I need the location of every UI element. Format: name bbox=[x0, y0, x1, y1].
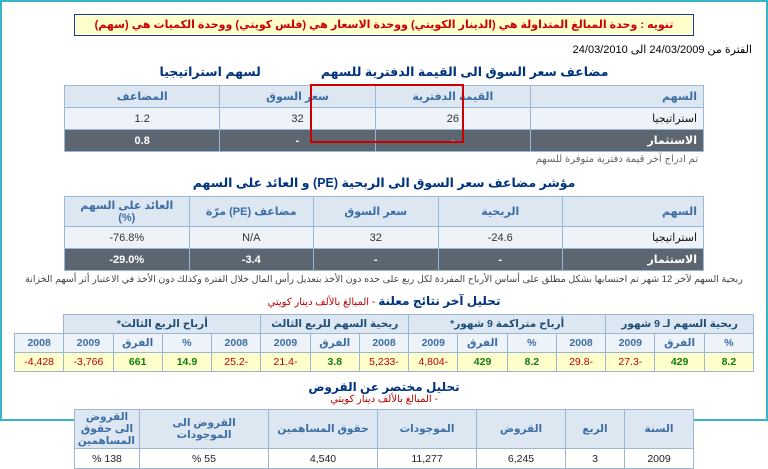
val-eps9m-2008: -29.8 bbox=[556, 353, 605, 372]
cell-year: 2009 bbox=[625, 449, 694, 469]
loans-table bbox=[74, 409, 694, 469]
col-assets: الموجودات bbox=[378, 410, 477, 449]
table-row bbox=[65, 130, 704, 152]
values-row bbox=[15, 353, 754, 372]
val-epsq3-diff: 3.8 bbox=[310, 353, 359, 372]
cell-market-price: 32 bbox=[314, 227, 439, 249]
sub-pq3-diff: الفرق bbox=[113, 334, 162, 353]
val-eps9m-diff: 429 bbox=[655, 353, 704, 372]
cell-share-name: استراتيجيا bbox=[531, 108, 704, 130]
table-row bbox=[65, 227, 704, 249]
col-market-price: سعر السوق bbox=[220, 86, 375, 108]
table-row bbox=[75, 449, 694, 469]
section1-note: تم ادراج آخر قيمة دفترية متوفرة للسهم bbox=[535, 154, 698, 165]
section1-title-right: لسهم استراتيجيا bbox=[159, 65, 261, 79]
cell-yield: 29.0%- bbox=[65, 249, 190, 271]
val-epsq3-2009: -21.4 bbox=[261, 353, 310, 372]
period-label: الفترة من 24/03/2009 الى 24/03/2010 bbox=[572, 44, 752, 56]
cell-multiple: 0.8 bbox=[65, 130, 220, 152]
col-year: السنة bbox=[625, 410, 694, 449]
table-header-row bbox=[65, 197, 704, 227]
table-row bbox=[65, 108, 704, 130]
sub-epsq3-2009: 2009 bbox=[261, 334, 310, 353]
cell-loans-to-equity: 138 % bbox=[75, 449, 140, 469]
cell-market-price: - bbox=[220, 130, 375, 152]
col-loans: القروض bbox=[477, 410, 566, 449]
group-eps-9m: ربحية السهم لـ 9 شهور bbox=[606, 315, 754, 334]
cell-yield: 76.8%- bbox=[65, 227, 190, 249]
section1-title-left: مضاعف سعر السوق الى القيمة الدفترية للسهم bbox=[320, 65, 609, 79]
cell-multiple: 1.2 bbox=[65, 108, 220, 130]
cell-pe: N/A bbox=[189, 227, 314, 249]
sub-header-row bbox=[15, 334, 754, 353]
cell-eps: 24.6- bbox=[438, 227, 563, 249]
group-profit-9m: أرباح متراكمة 9 شهور* bbox=[409, 315, 606, 334]
sub-p9m-2009: 2009 bbox=[409, 334, 458, 353]
val-pq3-2009: 3,766- bbox=[64, 353, 113, 372]
section2-note: ربحية السهم لآخر 12 شهر تم احتسابها بشكل مطلق على أساس الأرباح المفردة لكل ربع على حده دون الأخذ بتعديل رأس المال خلال الفترة وكذلك دون الأخذ في الاعتبار أثر أسهم الخزانة bbox=[25, 274, 743, 285]
cell-quarter: 3 bbox=[566, 449, 625, 469]
val-p9m-pct: 8.2 bbox=[507, 353, 556, 372]
sub-p9m-2008: 2008 bbox=[556, 334, 605, 353]
section3-title: تحليل آخر نتائج معلنة bbox=[378, 294, 501, 308]
cell-share-name: الاستثمار bbox=[531, 130, 704, 152]
notice-banner: تنويه : وحدة المبالغ المتداولة هي (الدينار الكويتي) ووحدة الاسعار هي (فلس كويتي) ووحدة الكميات هي (سهم) bbox=[74, 14, 694, 36]
section4-subtitle: - المبالغ بالألف دينار كويتي bbox=[330, 394, 438, 405]
cell-loans-to-assets: 55 % bbox=[140, 449, 269, 469]
table-header-row bbox=[75, 410, 694, 449]
val-pq3-2008: 4,428- bbox=[15, 353, 64, 372]
cell-equity: 4,540 bbox=[269, 449, 378, 469]
section4-title: تحليل مختصر عن القروض bbox=[308, 380, 460, 394]
col-pe-multiple: مضاعف (PE) مرّة bbox=[189, 197, 314, 227]
section4-heading bbox=[6, 380, 762, 405]
sub-pq3-2008: 2008 bbox=[15, 334, 64, 353]
sub-p9m-2008b: 2008 bbox=[359, 334, 408, 353]
report-body bbox=[6, 6, 762, 465]
col-share: السهم bbox=[563, 197, 704, 227]
group-profit-q3: أرباح الربع الثالث* bbox=[64, 315, 261, 334]
col-market-price: سعر السوق bbox=[314, 197, 439, 227]
val-epsq3-2008: -25.2 bbox=[212, 353, 261, 372]
cell-share-name: استراتيجيا bbox=[563, 227, 704, 249]
col-eps: الربحية bbox=[438, 197, 563, 227]
table-row bbox=[65, 249, 704, 271]
sub-eps9m-pct: % bbox=[704, 334, 753, 353]
col-share: السهم bbox=[531, 86, 704, 108]
cell-book-value: - bbox=[375, 130, 530, 152]
val-pq3-diff: 661 bbox=[113, 353, 162, 372]
cell-book-value: 26 bbox=[375, 108, 530, 130]
val-eps9m-pct: 8.2 bbox=[704, 353, 753, 372]
col-loans-to-assets: القروض الى الموجودات bbox=[140, 410, 269, 449]
cell-market-price: 32 bbox=[220, 108, 375, 130]
results-analysis-table bbox=[14, 314, 754, 372]
col-quarter: الربع bbox=[566, 410, 625, 449]
section1-titles bbox=[6, 64, 762, 79]
sub-epsq3-diff: الفرق bbox=[310, 334, 359, 353]
section3-heading bbox=[6, 294, 762, 308]
cell-share-name: الاستثمار bbox=[563, 249, 704, 271]
sub-pq3-2009: 2009 bbox=[64, 334, 113, 353]
cell-assets: 11,277 bbox=[378, 449, 477, 469]
sub-eps9m-2009: 2009 bbox=[606, 334, 655, 353]
col-book-value: القيمة الدفترية bbox=[375, 86, 530, 108]
val-p9m-2008: -5,233 bbox=[359, 353, 408, 372]
section2-title: مؤشر مضاعف سعر السوق الى الربحية (PE) و العائد على السهم bbox=[192, 176, 576, 190]
table-header-row bbox=[65, 86, 704, 108]
group-eps-q3: ربحية السهم للربع الثالث bbox=[261, 315, 409, 334]
sub-p9m-pct: % bbox=[507, 334, 556, 353]
pe-ratio-table bbox=[64, 196, 704, 271]
val-p9m-diff: 429 bbox=[458, 353, 507, 372]
cell-eps: - bbox=[438, 249, 563, 271]
cell-market-price: - bbox=[314, 249, 439, 271]
col-multiple: المضاعف bbox=[65, 86, 220, 108]
col-yield: العائد على السهم (%) bbox=[65, 197, 190, 227]
val-eps9m-2009: -27.3 bbox=[606, 353, 655, 372]
sub-pq3-pct: % bbox=[162, 334, 211, 353]
section3-subtitle: - المبالغ بالألف دينار كويتي bbox=[267, 297, 376, 308]
cell-loans: 6,245 bbox=[477, 449, 566, 469]
cell-pe: 3.4- bbox=[189, 249, 314, 271]
col-loans-to-equity: القروض الى حقوق المساهمين bbox=[75, 410, 140, 449]
sub-p9m-diff: الفرق bbox=[458, 334, 507, 353]
val-p9m-2009: -4,804 bbox=[409, 353, 458, 372]
sub-eps9m-diff: الفرق bbox=[655, 334, 704, 353]
col-equity: حقوق المساهمين bbox=[269, 410, 378, 449]
group-header-row bbox=[15, 315, 754, 334]
val-pq3-pct: 14.9 bbox=[162, 353, 211, 372]
sub-epsq3-2008: 2008 bbox=[212, 334, 261, 353]
book-value-table bbox=[64, 85, 704, 152]
